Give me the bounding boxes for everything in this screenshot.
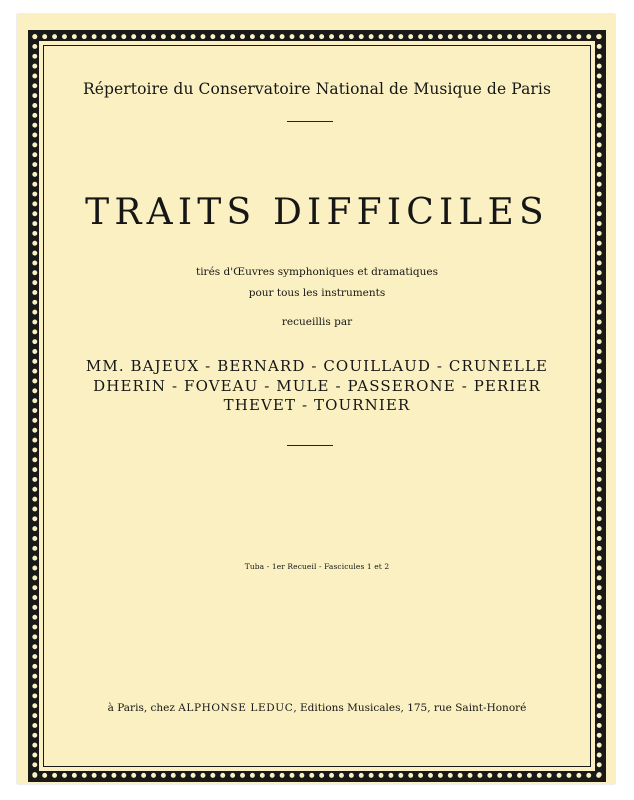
top-divider <box>287 121 333 122</box>
authors-line-2: DHERIN - FOVEAU - MULE - PASSERONE - PERIER <box>93 377 541 395</box>
publisher-line <box>39 702 595 714</box>
instrument-line: Tuba - 1er Recueil - Fascicules 1 et 2 <box>244 562 390 571</box>
page-title: TRAITS DIFFICILES <box>85 192 549 233</box>
subtitle-line-3: recueillis par <box>281 316 353 328</box>
subtitle-line-2: pour tous les instruments <box>248 287 386 299</box>
authors-line-1: MM. BAJEUX - BERNARD - COUILLAUD - CRUNELLE <box>85 357 549 375</box>
publisher-name: ALPHONSE LEDUC <box>178 702 294 714</box>
authors-line-3: THEVET - TOURNIER <box>223 396 411 414</box>
publisher-suffix: , Editions Musicales, 175, rue Saint-Honoré <box>293 702 527 714</box>
repertoire-heading: Répertoire du Conservatoire National de Musique de Paris <box>82 80 552 98</box>
bottom-divider <box>287 445 333 446</box>
publisher-prefix: à Paris, chez <box>107 702 179 714</box>
subtitle-line-1: tirés d'Œuvres symphoniques et dramatiques <box>195 266 439 278</box>
